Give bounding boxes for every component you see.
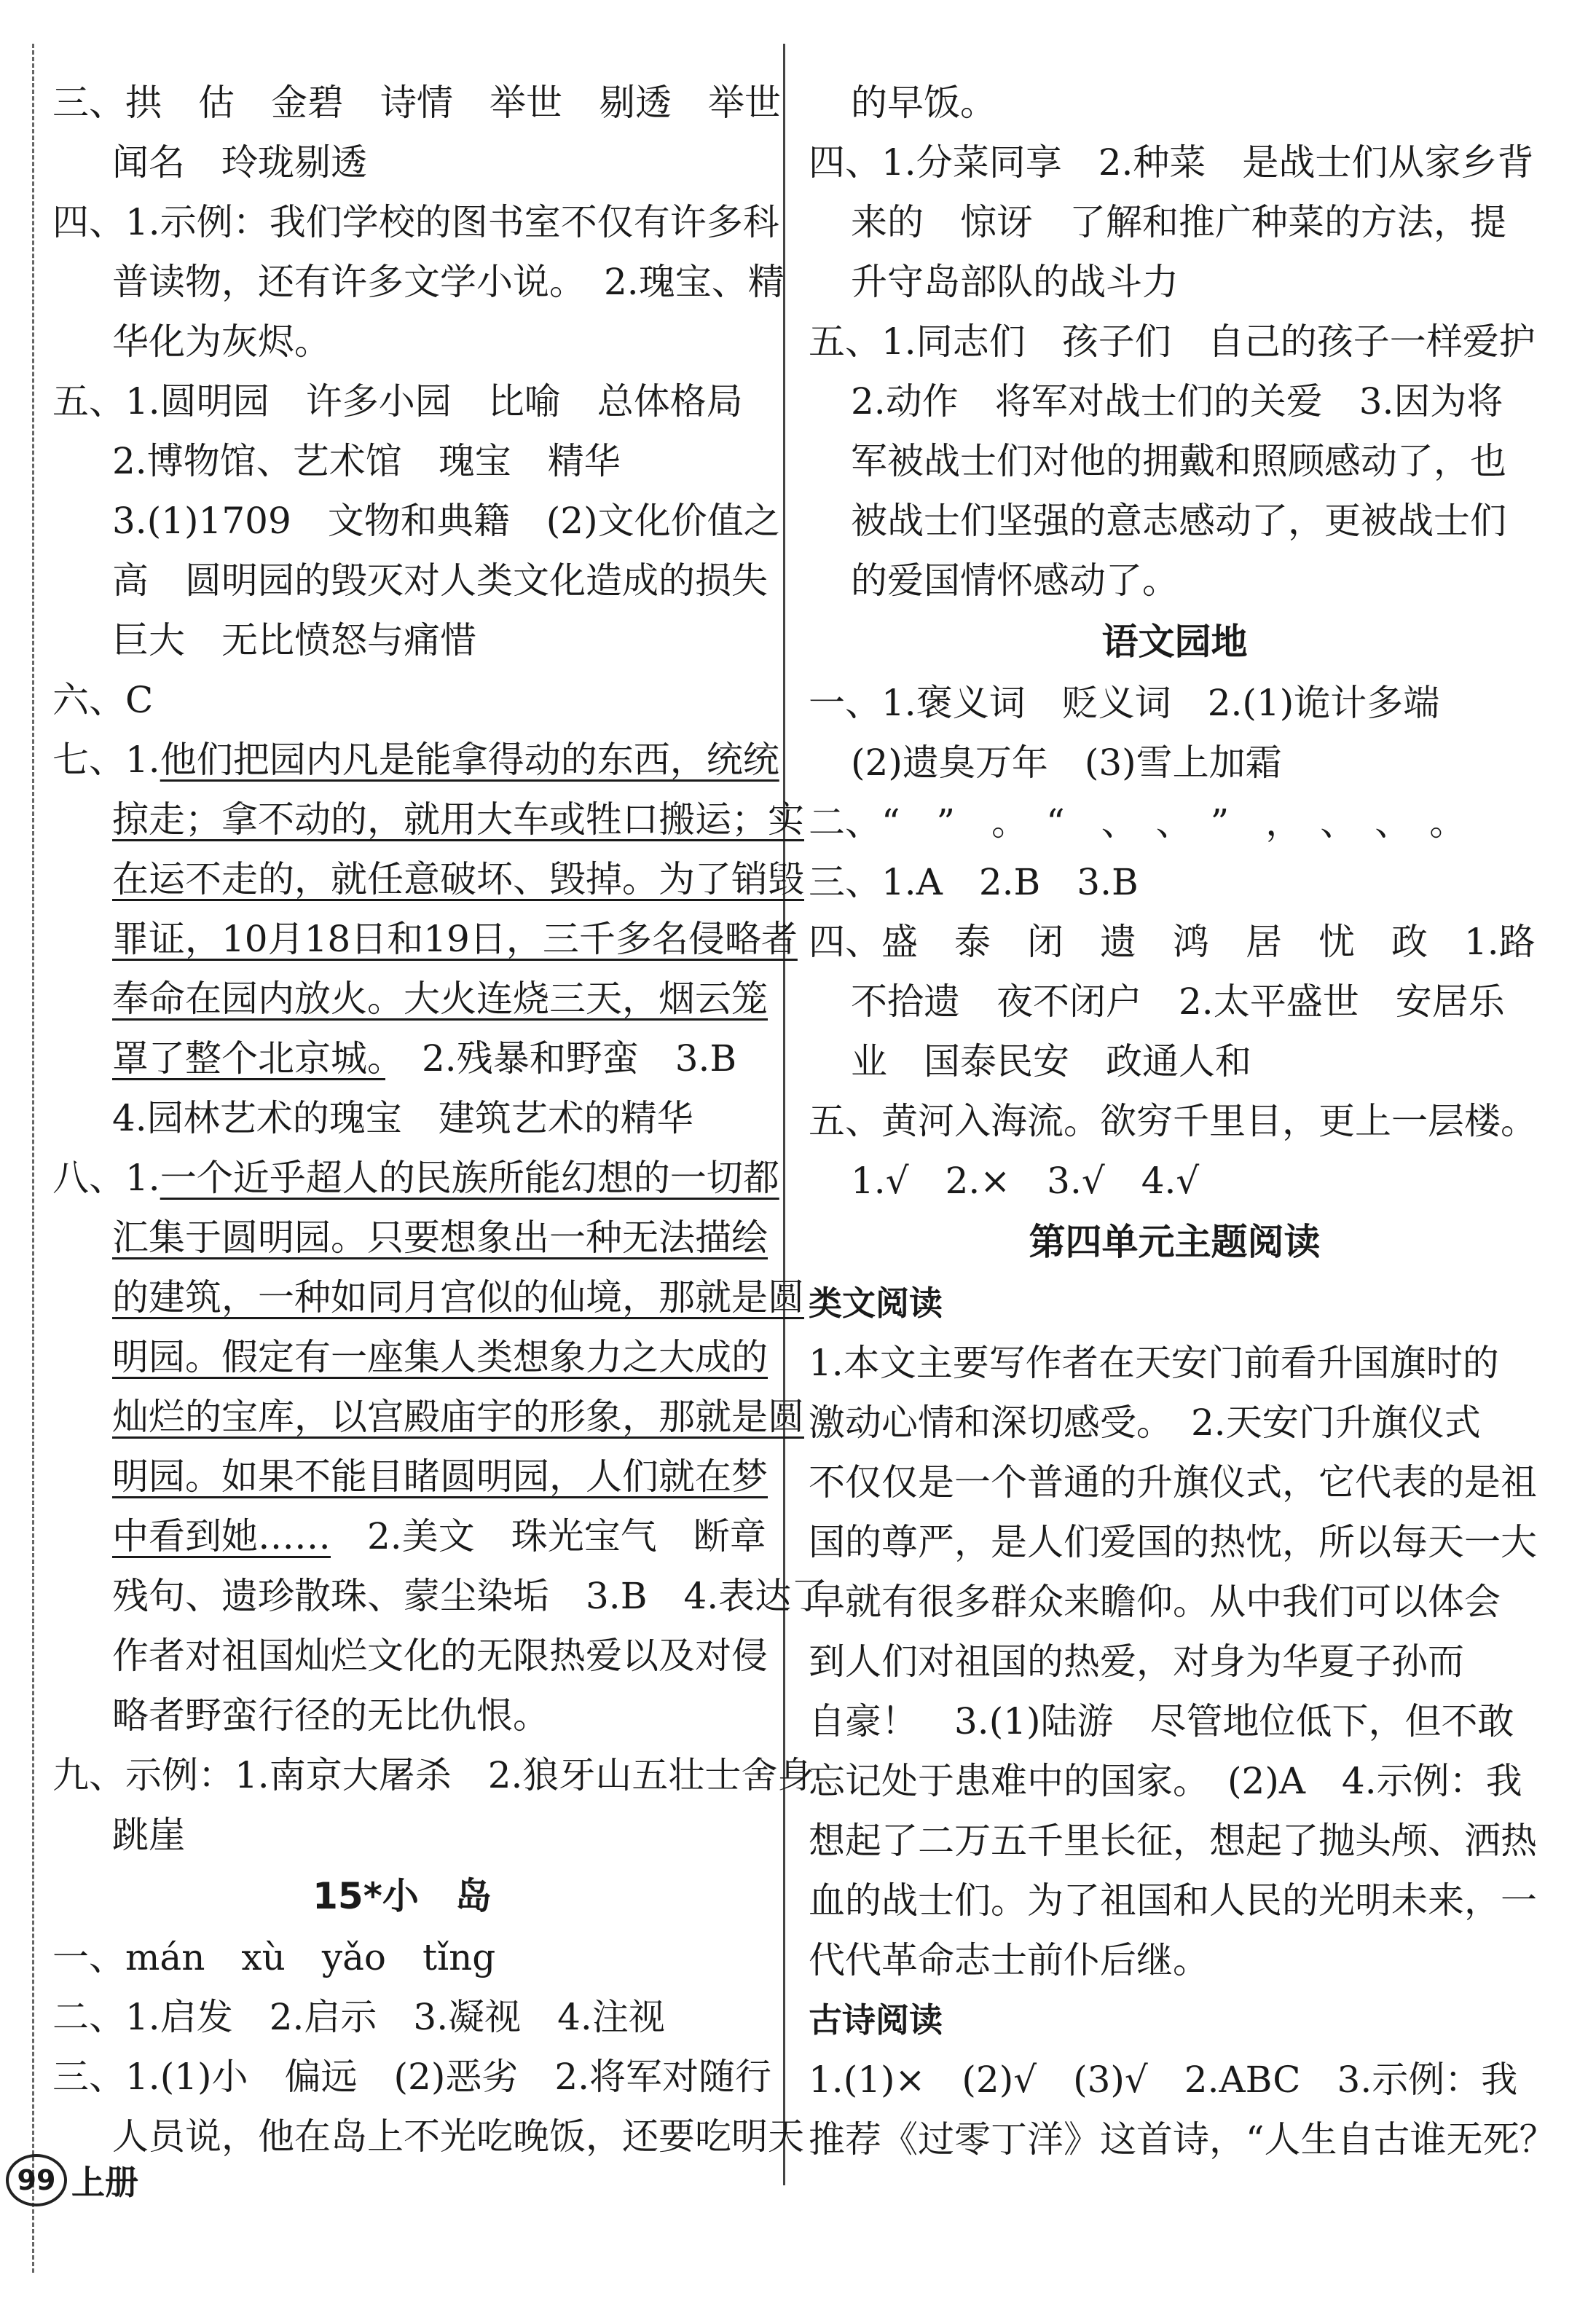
answer-prefix: 七、1. — [52, 739, 160, 781]
answer-line — [52, 1148, 779, 1208]
volume-label: 上册 — [71, 2163, 138, 2202]
answer-prefix: 八、1. — [52, 1157, 160, 1199]
subsection-heading: 类文阅读 — [809, 1284, 943, 1323]
answer-line: 升守岛部队的战斗力 — [851, 261, 1179, 303]
underlined-text: 罪证，10月18日和19日，三千多名侵略者 — [112, 918, 798, 960]
answer-line: 到人们对祖国的热爱，对身为华夏子孙而 — [809, 1640, 1464, 1683]
answer-line: 人员说，他在岛上不光吃晚饭，还要吃明天 — [112, 2115, 804, 2158]
underlined-text: 掠走；拿不动的，就用大车或牲口搬运；实 — [112, 798, 804, 841]
answer-line: 早就有很多群众来瞻仰。从中我们可以体会 — [809, 1581, 1501, 1623]
answer-line: 不仅仅是一个普通的升旗仪式，它代表的是祖 — [809, 1461, 1537, 1504]
answer-line: 1.(1)× (2)√ (3)√ 2.ABC 3.示例：我 — [809, 2059, 1518, 2101]
underlined-text: 在运不走的，就任意破坏、毁掉。为了销毁 — [112, 858, 804, 900]
section-title: 语文园地 — [1101, 621, 1248, 663]
answer-line: 九、示例：1.南京大屠杀 2.狼牙山五壮士舍身 — [52, 1754, 814, 1796]
answer-line — [52, 1208, 768, 1267]
answer-line: 的爱国情怀感动了。 — [851, 559, 1179, 602]
underlined-text: 灿烂的宝库，以宫殿庙宇的形象，那就是圆 — [112, 1396, 804, 1438]
answer-line: 来的 惊讶 了解和推广种菜的方法，提 — [851, 201, 1506, 243]
answer-line: 三、拱 估 金碧 诗情 举世 剔透 举世 — [52, 82, 781, 124]
answer-line — [52, 969, 768, 1029]
underlined-text: 中看到她…… — [112, 1515, 331, 1557]
answer-line: 想起了二万五千里长征，想起了抛头颅、洒热 — [809, 1820, 1537, 1862]
binding-fold-line — [32, 44, 34, 2273]
answer-line: 国的尊严，是人们爱国的热忱，所以每天一大 — [809, 1521, 1537, 1563]
answer-line: 一、mán xù yǎo tǐng — [52, 1936, 496, 1978]
answer-line: 巨大 无比愤怒与痛惜 — [112, 619, 476, 661]
answer-line: 2.博物馆、艺术馆 瑰宝 精华 — [112, 440, 621, 482]
page-number: 99 — [17, 2164, 56, 2196]
answer-line — [52, 849, 804, 909]
underlined-text: 他们把园内凡是能拿得动的东西，统统 — [160, 739, 779, 781]
left-column — [52, 73, 828, 2166]
answer-line: 忘记处于患难中的国家。 (2)A 4.示例：我 — [809, 1760, 1522, 1802]
answer-line: 普读物，还有许多文学小说。 2.瑰宝、精 — [112, 261, 785, 303]
answer-line: 不拾遗 夜不闭户 2.太平盛世 安居乐 — [851, 980, 1505, 1023]
answer-text: 2.残暴和野蛮 3.B — [385, 1037, 737, 1080]
answer-line: 一、1.褒义词 贬义词 2.(1)诡计多端 — [809, 682, 1440, 724]
underlined-text: 一个近乎超人的民族所能幻想的一切都 — [160, 1157, 779, 1199]
answer-line: 二、1.启发 2.启示 3.凝视 4.注视 — [52, 1996, 665, 2038]
answer-line: 3.(1)1709 文物和典籍 (2)文化价值之 — [112, 500, 780, 542]
answer-line: 二、“ ” 。 “ 、 、 ” ， 、 、 。 — [809, 801, 1466, 844]
underlined-text: 明园。如果不能目睹圆明园，人们就在梦 — [112, 1455, 768, 1498]
column-divider — [783, 44, 785, 2185]
right-column — [809, 73, 1556, 2169]
answer-line: 略者野蛮行径的无比仇恨。 — [112, 1694, 549, 1737]
answer-line: 军被战士们对他的拥戴和照顾感动了，也 — [851, 440, 1506, 482]
answer-text: 2.美文 珠光宝气 断章 — [331, 1515, 766, 1557]
answer-line: 三、1.A 2.B 3.B — [809, 861, 1139, 903]
answer-line: 跳崖 — [112, 1814, 185, 1856]
lesson-title: 15*小 岛 — [312, 1875, 492, 1917]
answer-line: 激动心情和深切感受。 2.天安门升旗仪式 — [809, 1402, 1481, 1444]
underlined-text: 的建筑，一种如同月宫似的仙境，那就是圆 — [112, 1276, 804, 1318]
underlined-text: 汇集于圆明园。只要想象出一种无法描绘 — [112, 1216, 768, 1259]
answer-line: 作者对祖国灿烂文化的无限热爱以及对侵 — [112, 1635, 768, 1677]
answer-line: 高 圆明园的毁灭对人类文化造成的损失 — [112, 559, 768, 602]
answer-line: 华化为灰烬。 — [112, 321, 331, 363]
answer-line: 四、盛 泰 闭 遗 鸿 居 忧 政 1.路 — [809, 921, 1536, 963]
answer-line: 1.本文主要写作者在天安门前看升国旗时的 — [809, 1342, 1499, 1384]
answer-line: 2.动作 将军对战士们的关爱 3.因为将 — [851, 380, 1503, 422]
answer-line: 五、1.圆明园 许多小园 比喻 总体格局 — [52, 380, 743, 422]
answer-line — [52, 909, 798, 969]
answer-line: 推荐《过零丁洋》这首诗，“人生自古谁无死？ — [809, 2118, 1556, 2161]
answer-line: 四、1.示例：我们学校的图书室不仅有许多科 — [52, 201, 779, 243]
answer-line: 4.园林艺术的瑰宝 建筑艺术的精华 — [112, 1097, 693, 1139]
underlined-text: 罩了整个北京城。 — [112, 1037, 385, 1080]
answer-line: 的早饭。 — [851, 82, 996, 124]
answer-line: 闻名 玲珑剔透 — [112, 141, 367, 184]
answer-line: 残句、遗珍散珠、蒙尘染垢 3.B 4.表达了 — [112, 1575, 828, 1617]
page-number-badge — [6, 2154, 67, 2206]
answer-line — [52, 1506, 766, 1566]
answer-line — [52, 1447, 768, 1506]
answer-line — [52, 1267, 804, 1327]
answer-line: 三、1.(1)小 偏远 (2)恶劣 2.将军对随行 — [52, 2056, 772, 2098]
answer-line — [52, 790, 804, 849]
page-footer — [6, 2147, 138, 2213]
answer-line: 被战士们坚强的意志感动了，更被战士们 — [851, 500, 1506, 542]
answer-line: 四、1.分菜同享 2.种菜 是战士们从家乡背 — [809, 141, 1534, 184]
answer-line: 五、黄河入海流。欲穷千里目，更上一层楼。 — [809, 1100, 1537, 1142]
answer-line — [52, 1387, 804, 1447]
answer-line — [52, 1029, 752, 1088]
answer-line — [52, 1327, 768, 1387]
answer-line: 五、1.同志们 孩子们 自己的孩子一样爱护 — [809, 321, 1536, 363]
unit-title: 第四单元主题阅读 — [1029, 1221, 1321, 1263]
underlined-text: 奉命在园内放火。大火连烧三天，烟云笼 — [112, 978, 768, 1020]
answer-line: 业 国泰民安 政通人和 — [851, 1040, 1251, 1082]
answer-line: 自豪！ 3.(1)陆游 尽管地位低下，但不敢 — [809, 1700, 1514, 1742]
answer-line: 1.√ 2.× 3.√ 4.√ — [851, 1160, 1200, 1202]
answer-line: 代代革命志士前仆后继。 — [809, 1939, 1209, 1981]
answer-line: 血的战士们。为了祖国和人民的光明未来，一 — [809, 1879, 1537, 1922]
underlined-text: 明园。假定有一座集人类想象力之大成的 — [112, 1336, 768, 1378]
answer-line: (2)遗臭万年 (3)雪上加霜 — [851, 742, 1282, 784]
answer-line — [52, 730, 779, 790]
answer-line: 六、C — [52, 679, 154, 721]
subsection-heading: 古诗阅读 — [809, 2000, 943, 2040]
